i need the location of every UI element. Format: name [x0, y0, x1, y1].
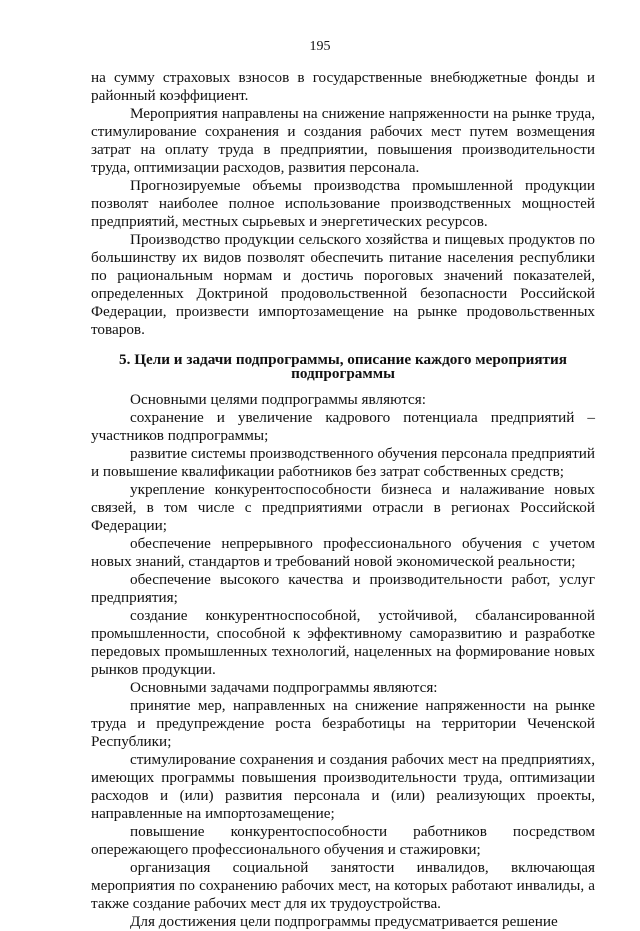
goals-intro: Основными целями подпрограммы являются: [130, 391, 426, 408]
goal-item: обеспечение высокого качества и производительности работ, услуг предприятия; [91, 571, 595, 606]
section-heading-line: 5. Цели и задачи подпрограммы, описание каждого мероприятия [119, 351, 567, 368]
paragraph: Производство продукции сельского хозяйства и пищевых продуктов по большинству их видов позволят обеспечить питание населения республики по рациональным нормам и достичь пороговых значений показателей, определенных Доктриной продовольственной безопасности Российской Федерации, произвести импортозамещение на рынке продовольственных товаров. [91, 231, 595, 338]
task-item: повышение конкурентоспособности работников посредством опережающего профессионального обучения и стажировки; [91, 823, 595, 858]
goal-item: создание конкурентноспособной, устойчивой, сбалансированной промышленности, способной к эффективному саморазвитию и разработке передовых промышленных технологий, нацеленных на формирование новых рынков продукции. [91, 607, 595, 678]
page-number: 195 [309, 39, 331, 54]
goal-item: укрепление конкурентоспособности бизнеса и налаживание новых связей, в том числе с предприятиями отрасли в регионах Российской Федерации; [91, 481, 595, 534]
paragraph: на сумму страховых взносов в государственные внебюджетные фонды и районный коэффициент. [91, 69, 595, 104]
section-heading-line: подпрограммы [291, 365, 395, 382]
paragraph: Прогнозируемые объемы производства промышленной продукции позволят наиболее полное использование производственных мощностей предприятий, местных сырьевых и энергетических ресурсов. [91, 177, 595, 230]
goal-item: обеспечение непрерывного профессионального обучения с учетом новых знаний, стандартов и требований новой экономической реальности; [91, 535, 595, 570]
task-item: организация социальной занятости инвалидов, включающая мероприятия по сохранению рабочих мест, на которых работают инвалиды, а также создание рабочих мест для их трудоустройства. [91, 859, 595, 912]
task-item: принятие мер, направленных на снижение напряженности на рынке труда и предупреждение роста безработицы на территории Чеченской Республики; [91, 697, 595, 750]
page-content [91, 69, 595, 931]
task-item: стимулирование сохранения и создания рабочих мест на предприятиях, имеющих программы повышения производительности труда, оптимизации расходов и (или) развития персонала и (или) реализующих проекты, направленные на импортозамещение; [91, 751, 595, 822]
section-heading [91, 353, 595, 381]
paragraph: Мероприятия направлены на снижение напряженности на рынке труда, стимулирование сохранения и создания рабочих мест путем возмещения затрат на оплату труда в предприятии, повышения производительности труда, оптимизации расходов, развития персонала. [91, 105, 595, 176]
goal-item: сохранение и увеличение кадрового потенциала предприятий – участников подпрограммы; [91, 409, 595, 444]
tasks-intro: Основными задачами подпрограммы являются: [130, 679, 438, 696]
paragraph-last-line: Для достижения цели подпрограммы предусматривается решение [130, 913, 558, 930]
goal-item: развитие системы производственного обучения персонала предприятий и повышение квалификации работников без затрат собственных средств; [91, 445, 595, 480]
